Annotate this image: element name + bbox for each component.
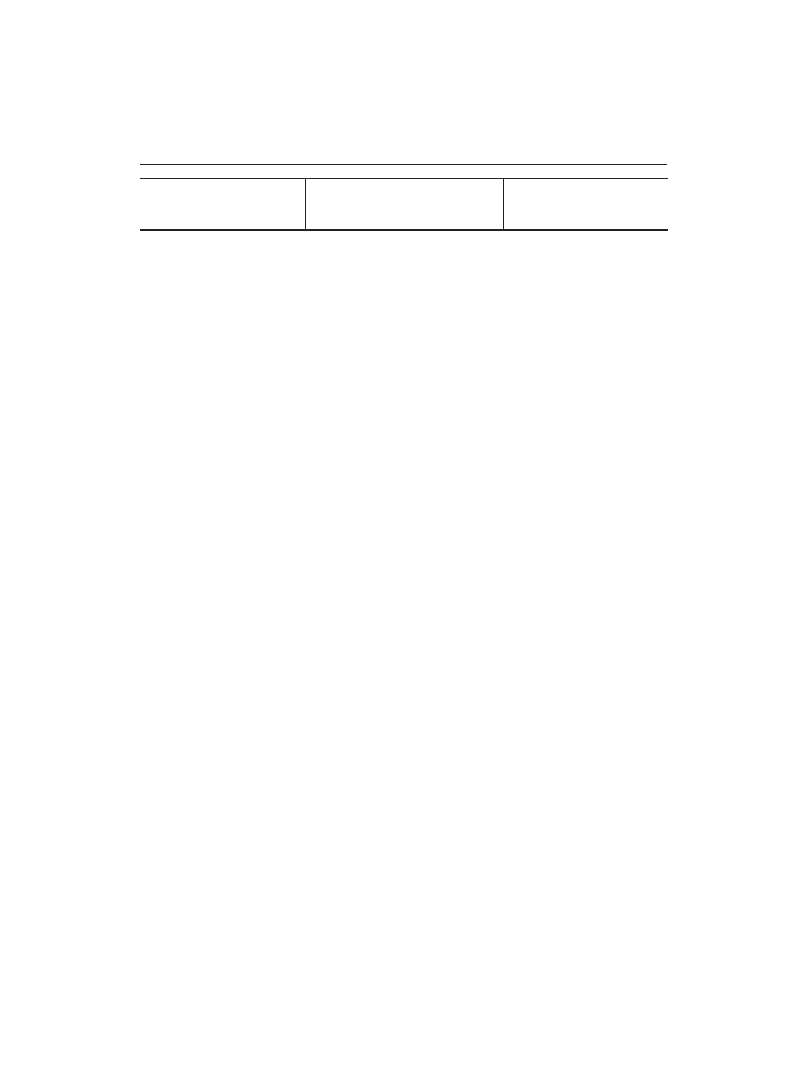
paragraph-5-5-1 bbox=[140, 260, 668, 279]
column-header-clearance bbox=[305, 179, 503, 230]
header-rule bbox=[140, 164, 667, 165]
column-header-voltage bbox=[140, 179, 305, 230]
document-body bbox=[140, 173, 668, 317]
table-3 bbox=[140, 178, 668, 231]
paragraph-5-5-2 bbox=[140, 279, 668, 298]
paragraph-5-5-3 bbox=[140, 298, 668, 317]
section-5-5 bbox=[140, 241, 668, 260]
column-header-creepage bbox=[503, 179, 668, 230]
